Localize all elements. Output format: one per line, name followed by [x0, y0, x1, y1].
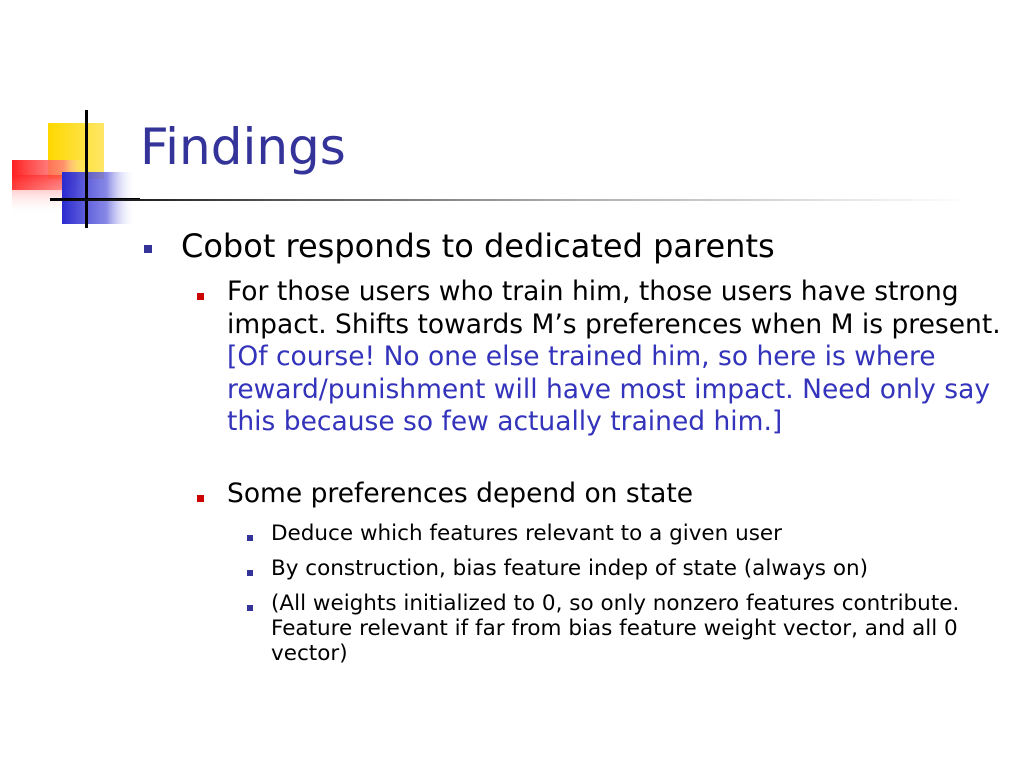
slide-title: Findings — [140, 118, 346, 176]
bullet-square-icon — [247, 535, 253, 541]
bullet-main-text: For those users who train him, those users have strong impact. Shifts towards M’s preferences when M is present. — [227, 276, 1001, 340]
title-underline — [50, 199, 970, 201]
bullet-square-icon — [197, 495, 204, 502]
bullet-square-icon — [247, 570, 253, 576]
bullet-level3-text: (All weights initialized to 0, so only nonzero features contribute. Feature relevant if far from bias feature weight vector, and all 0 vector) — [271, 591, 960, 666]
bullet-square-icon — [197, 293, 204, 300]
bullet-level2-text: Some preferences depend on state — [227, 478, 694, 509]
bullet-aside-text: [Of course! No one else trained him, so here is where reward/punishment will have most impact. Need only say this because so few actually trained him.] — [227, 341, 991, 437]
bullet-level3-text: By construction, bias feature indep of state (always on) — [271, 556, 869, 581]
bullet-square-icon — [247, 605, 253, 611]
bullet-level3-text: Deduce which features relevant to a given user — [271, 521, 783, 546]
deco-vertical-line — [85, 110, 88, 228]
bullet-square-icon — [144, 245, 152, 253]
bullet-level2-text — [227, 276, 1017, 439]
bullet-level1-text: Cobot responds to dedicated parents — [181, 227, 775, 265]
